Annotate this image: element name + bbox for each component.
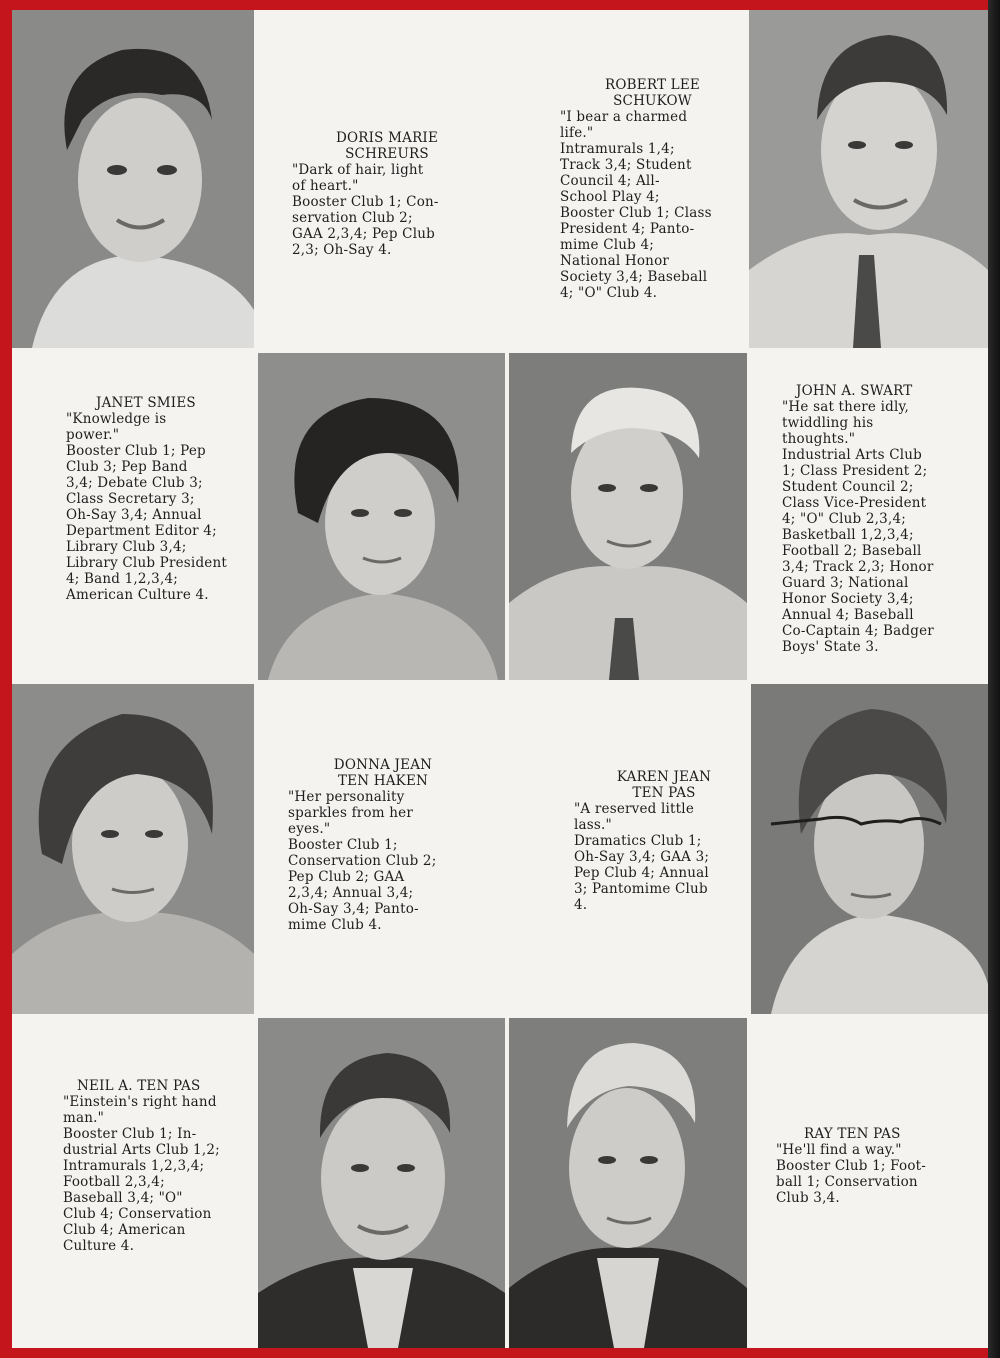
senior-activities: Industrial Arts Club 1; Class President 2; Student Council 2; Class Vice-President 4; "O" Club 2,3,4; Basketball 1,2,3,4; Football 2; Baseball 3,4; Track 2,3; Honor Guard 3; National Honor Society 3,4; Annual 4; Baseball Co-Captain 4; Badger Boys' State 3. (782, 447, 934, 655)
portrait-donna (12, 684, 254, 1014)
caption-robert (560, 77, 745, 301)
senior-quote: "Einstein's right hand man." (63, 1094, 217, 1126)
portrait-karen (751, 684, 988, 1014)
senior-activities: Booster Club 1; Conservation Club 2; Pep Club 2; GAA 2,3,4; Annual 3,4; Oh-Say 3,4; Panto- mime Club 4. (288, 837, 437, 933)
senior-quote: "Dark of hair, light of heart." (292, 162, 424, 194)
caption-ray (776, 1126, 971, 1206)
page-binding (988, 0, 1000, 1358)
caption-karen (574, 769, 754, 913)
portrait-robert (749, 10, 988, 348)
senior-name: KAREN JEAN TEN PAS (616, 769, 712, 801)
senior-quote: "He sat there idly, twiddling his thoughts." (782, 399, 910, 447)
senior-quote: "Knowledge is power." (66, 411, 167, 443)
caption-janet (66, 395, 256, 603)
portrait-neil (258, 1018, 505, 1348)
caption-john (782, 383, 982, 655)
yearbook-page (12, 10, 988, 1348)
senior-name: DONNA JEAN TEN HAKEN (333, 757, 433, 789)
senior-name: NEIL A. TEN PAS (77, 1078, 201, 1094)
caption-neil (63, 1078, 258, 1254)
portrait-ray (509, 1018, 747, 1348)
senior-activities: Booster Club 1; Foot- ball 1; Conservation Club 3,4. (776, 1158, 927, 1206)
senior-activities: Booster Club 1; Con- servation Club 2; GAA 2,3,4; Pep Club 2,3; Oh-Say 4. (292, 194, 439, 258)
senior-quote: "He'll find a way." (776, 1142, 902, 1158)
caption-donna (288, 757, 478, 933)
portrait-doris (12, 10, 254, 348)
portrait-janet (258, 353, 505, 680)
senior-activities: Booster Club 1; Pep Club 3; Pep Band 3,4; Debate Club 3; Class Secretary 3; Oh-Say 3,4; Annual Department Editor 4; Library Club 3,4; Library Club President 4; Band 1,2,3,4; American Culture 4. (66, 443, 227, 603)
senior-activities: Booster Club 1; In- dustrial Arts Club 1,2; Intramurals 1,2,3,4; Football 2,3,4; Baseball 3,4; "O" Club 4; Conservation Club 4; American Culture 4. (63, 1126, 220, 1254)
senior-name: JANET SMIES (96, 395, 196, 411)
senior-quote: "A reserved little lass." (574, 801, 695, 833)
senior-name: JOHN A. SWART (796, 383, 913, 399)
senior-name: ROBERT LEE SCHUKOW (605, 77, 700, 109)
senior-name: DORIS MARIE SCHREURS (335, 130, 439, 162)
senior-activities: Intramurals 1,4; Track 3,4; Student Council 4; All- School Play 4; Booster Club 1; Class President 4; Panto- mime Club 4; National Honor Society 3,4; Baseball 4; "O" Club 4. (560, 141, 712, 301)
portrait-john (509, 353, 747, 680)
senior-activities: Dramatics Club 1; Oh-Say 3,4; GAA 3; Pep Club 4; Annual 3; Pantomime Club 4. (574, 833, 710, 913)
senior-quote: "I bear a charmed life." (560, 109, 688, 141)
senior-quote: "Her personality sparkles from her eyes." (288, 789, 413, 837)
senior-name: RAY TEN PAS (804, 1126, 901, 1142)
caption-doris (292, 130, 482, 258)
